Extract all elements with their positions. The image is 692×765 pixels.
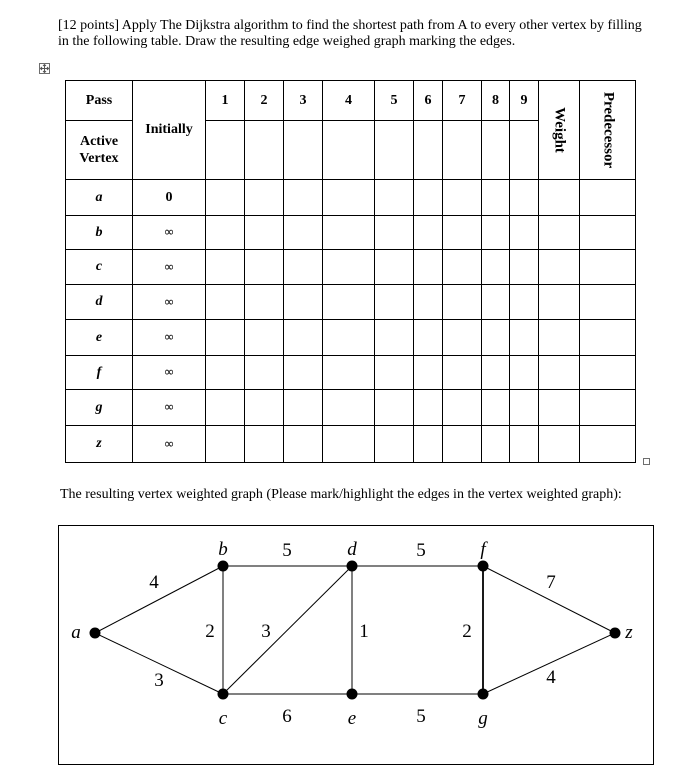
distance-cell[interactable] [206, 250, 245, 285]
distance-cell[interactable] [580, 216, 636, 250]
table-resize-handle[interactable] [643, 458, 650, 465]
distance-cell[interactable] [284, 250, 323, 285]
edge-weight-label: 7 [546, 572, 556, 593]
vertex-row [66, 320, 636, 356]
vertex-label: e [347, 708, 357, 729]
distance-cell[interactable] [443, 390, 482, 426]
edge-weight-label: 2 [462, 621, 472, 642]
distance-cell[interactable] [580, 426, 636, 463]
vertex-name: d [66, 285, 133, 320]
vertex-row [66, 356, 636, 390]
distance-cell[interactable] [245, 426, 284, 463]
distance-cell[interactable] [482, 180, 510, 216]
distance-cell[interactable] [443, 426, 482, 463]
initial-distance: ∞ [133, 320, 206, 356]
vertex-name: e [66, 320, 133, 356]
vertex-label: f [480, 539, 486, 560]
vertex-row [66, 216, 636, 250]
distance-cell[interactable] [539, 180, 580, 216]
edge-weight-label: 6 [282, 706, 292, 727]
distance-cell[interactable] [414, 250, 443, 285]
distance-cell[interactable] [245, 356, 284, 390]
vertex-row [66, 285, 636, 320]
edge-weight-label: 2 [205, 621, 215, 642]
edge-weight-label: 1 [359, 621, 369, 642]
distance-cell[interactable] [375, 320, 414, 356]
distance-cell[interactable] [375, 356, 414, 390]
distance-cell[interactable] [206, 285, 245, 320]
initial-distance: ∞ [133, 216, 206, 250]
distance-cell[interactable] [245, 285, 284, 320]
distance-cell[interactable] [539, 356, 580, 390]
distance-cell[interactable] [510, 356, 539, 390]
vertex-row [66, 426, 636, 463]
vertex-label: d [347, 539, 357, 560]
vertex-row [66, 250, 636, 285]
weight-label: Weight [551, 107, 568, 153]
distance-cell[interactable] [323, 426, 375, 463]
distance-cell[interactable] [414, 285, 443, 320]
distance-cell[interactable] [323, 216, 375, 250]
distance-cell[interactable] [510, 320, 539, 356]
distance-cell[interactable] [414, 356, 443, 390]
edge-weight-label: 5 [416, 706, 426, 727]
edge-weight-label: 5 [416, 540, 426, 561]
distance-cell[interactable] [414, 320, 443, 356]
vertex-d[interactable] [347, 561, 358, 572]
pass-header-row [66, 81, 636, 121]
distance-cell[interactable] [482, 285, 510, 320]
distance-cell[interactable] [414, 426, 443, 463]
pass-number-cell: 6 [414, 81, 443, 121]
distance-cell[interactable] [206, 390, 245, 426]
graph-caption: The resulting vertex weighted graph (Please mark/highlight the edges in the vertex weighted graph): [60, 487, 622, 502]
distance-cell[interactable] [539, 285, 580, 320]
graph-frame [58, 525, 654, 765]
initial-distance: 0 [133, 180, 206, 216]
distance-cell[interactable] [245, 216, 284, 250]
distance-cell[interactable] [580, 250, 636, 285]
distance-cell[interactable] [539, 426, 580, 463]
initially-label: Initially [133, 81, 206, 180]
edge-weight-label: 4 [546, 667, 556, 688]
distance-cell[interactable] [510, 390, 539, 426]
active-vertex-cell[interactable] [443, 121, 482, 180]
vertex-row [66, 390, 636, 426]
initial-distance: ∞ [133, 285, 206, 320]
vertex-label: z [625, 622, 633, 643]
distance-cell[interactable] [245, 390, 284, 426]
active-vertex-label: Active Vertex [66, 121, 133, 180]
distance-cell[interactable] [443, 250, 482, 285]
distance-cell[interactable] [414, 216, 443, 250]
distance-cell[interactable] [580, 320, 636, 356]
active-vertex-cell[interactable] [284, 121, 323, 180]
vertex-label: g [478, 708, 488, 729]
distance-cell[interactable] [580, 390, 636, 426]
distance-cell[interactable] [580, 180, 636, 216]
distance-cell[interactable] [414, 390, 443, 426]
distance-cell[interactable] [539, 390, 580, 426]
weight-header [539, 81, 580, 180]
active-vertex-cell[interactable] [206, 121, 245, 180]
initial-distance: ∞ [133, 356, 206, 390]
distance-cell[interactable] [443, 216, 482, 250]
vertex-f[interactable] [478, 561, 489, 572]
distance-cell[interactable] [482, 216, 510, 250]
distance-cell[interactable] [539, 216, 580, 250]
active-vertex-cell[interactable] [323, 121, 375, 180]
distance-cell[interactable] [206, 356, 245, 390]
distance-cell[interactable] [510, 426, 539, 463]
distance-cell[interactable] [482, 250, 510, 285]
distance-cell[interactable] [375, 426, 414, 463]
distance-cell[interactable] [284, 180, 323, 216]
distance-cell[interactable] [482, 320, 510, 356]
distance-cell[interactable] [510, 180, 539, 216]
pass-number-cell: 1 [206, 81, 245, 121]
distance-cell[interactable] [284, 216, 323, 250]
predecessor-header [580, 81, 636, 180]
vertex-c[interactable] [218, 689, 229, 700]
vertex-b[interactable] [218, 561, 229, 572]
distance-cell[interactable] [443, 356, 482, 390]
distance-cell[interactable] [482, 426, 510, 463]
distance-cell[interactable] [375, 180, 414, 216]
active-vertex-cell[interactable] [510, 121, 539, 180]
distance-cell[interactable] [323, 285, 375, 320]
distance-cell[interactable] [323, 356, 375, 390]
vertex-label: c [218, 708, 228, 729]
edge-weight-label: 5 [282, 540, 292, 561]
distance-cell[interactable] [580, 356, 636, 390]
pass-number-cell: 5 [375, 81, 414, 121]
distance-cell[interactable] [284, 320, 323, 356]
distance-cell[interactable] [206, 180, 245, 216]
pass-number-cell: 7 [443, 81, 482, 121]
distance-cell[interactable] [323, 320, 375, 356]
move-arrows-icon [40, 64, 49, 73]
pass-number-cell: 3 [284, 81, 323, 121]
distance-cell[interactable] [510, 250, 539, 285]
vertex-name: c [66, 250, 133, 285]
pass-number-cell: 8 [482, 81, 510, 121]
vertex-name: g [66, 390, 133, 426]
active-vertex-cell[interactable] [482, 121, 510, 180]
distance-cell[interactable] [245, 320, 284, 356]
distance-cell[interactable] [443, 285, 482, 320]
distance-cell[interactable] [206, 426, 245, 463]
distance-cell[interactable] [539, 250, 580, 285]
edge-c-d[interactable] [223, 566, 352, 694]
pass-number-cell: 2 [245, 81, 284, 121]
distance-cell[interactable] [284, 356, 323, 390]
initial-distance: ∞ [133, 426, 206, 463]
edge-weight-label: 4 [149, 572, 159, 593]
active-vertex-cell[interactable] [414, 121, 443, 180]
distance-cell[interactable] [414, 180, 443, 216]
edge-weight-label: 3 [154, 670, 164, 691]
distance-cell[interactable] [580, 285, 636, 320]
active-vertex-cell[interactable] [375, 121, 414, 180]
vertex-name: z [66, 426, 133, 463]
distance-cell[interactable] [206, 216, 245, 250]
vertex-g[interactable] [478, 689, 489, 700]
vertex-a[interactable] [90, 628, 101, 639]
distance-cell[interactable] [375, 250, 414, 285]
pass-number-cell: 4 [323, 81, 375, 121]
vertex-label: a [71, 622, 81, 643]
distance-cell[interactable] [323, 250, 375, 285]
distance-cell[interactable] [206, 320, 245, 356]
distance-cell[interactable] [510, 216, 539, 250]
pass-number-cell: 9 [510, 81, 539, 121]
distance-cell[interactable] [245, 180, 284, 216]
vertex-e[interactable] [347, 689, 358, 700]
distance-cell[interactable] [539, 320, 580, 356]
predecessor-label: Predecessor [600, 91, 616, 169]
distance-cell[interactable] [323, 180, 375, 216]
distance-cell[interactable] [375, 390, 414, 426]
active-vertex-cell[interactable] [245, 121, 284, 180]
distance-cell[interactable] [284, 426, 323, 463]
distance-cell[interactable] [443, 320, 482, 356]
vertex-name: a [66, 180, 133, 216]
initial-distance: ∞ [133, 250, 206, 285]
distance-cell[interactable] [482, 390, 510, 426]
edge-weight-label: 3 [261, 621, 271, 642]
distance-cell[interactable] [482, 356, 510, 390]
question-text: [12 points] Apply The Dijkstra algorithm to find the shortest path from A to every other vertex by filling in the following table. Draw the resulting edge weighed graph marking the edges. [58, 18, 642, 49]
weighted-graph [59, 526, 653, 764]
distance-cell[interactable] [375, 216, 414, 250]
vertex-label: b [218, 539, 228, 560]
vertex-name: b [66, 216, 133, 250]
distance-cell[interactable] [323, 390, 375, 426]
distance-cell[interactable] [510, 285, 539, 320]
pass-label: Pass [66, 81, 133, 121]
dijkstra-table [65, 80, 636, 463]
vertex-z[interactable] [610, 628, 621, 639]
edge-a-b[interactable] [95, 566, 223, 633]
table-move-handle[interactable] [39, 63, 50, 74]
vertex-name: f [66, 356, 133, 390]
vertex-row [66, 180, 636, 216]
distance-cell[interactable] [284, 285, 323, 320]
distance-cell[interactable] [245, 250, 284, 285]
distance-cell[interactable] [375, 285, 414, 320]
distance-cell[interactable] [443, 180, 482, 216]
initial-distance: ∞ [133, 390, 206, 426]
distance-cell[interactable] [284, 390, 323, 426]
